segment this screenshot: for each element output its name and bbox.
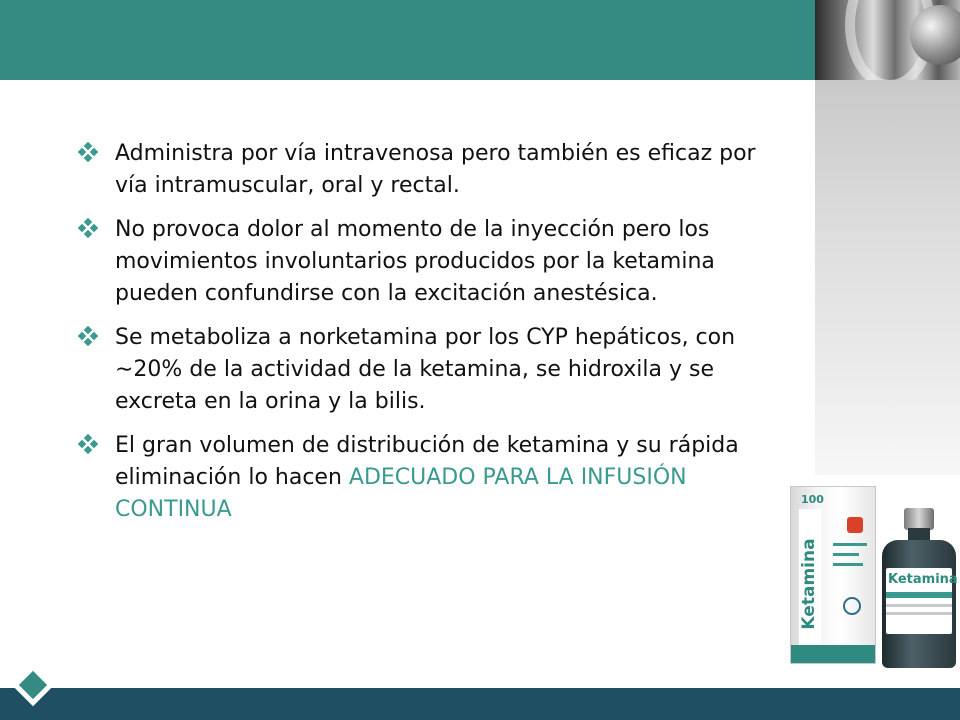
slide-content [78,138,793,538]
bullet-item-1 [78,138,793,202]
box-brand-text: Ketamina [799,538,819,630]
bullet-highlight-text: ADECUADO PARA LA INFUSIÓN CONTINUA [115,465,687,522]
side-gradient-panel [815,80,960,475]
four-diamond-bullet-icon [78,218,98,238]
four-diamond-bullet-icon [78,434,98,454]
bullet-text: No provoca dolor al momento de la inyección pero los movimientos involuntarios producidos por la ketamina pueden confundirse con la excitación anestésica. [115,217,715,306]
box-seal [843,597,861,615]
box-logo [847,517,863,533]
box-label-line [833,553,859,556]
bottle-label-line [886,604,952,607]
corner-decoration-image [815,0,960,80]
footer-band [0,688,960,720]
header-band [0,0,815,80]
bullet-item-2 [78,214,793,310]
four-diamond-bullet-icon [78,326,98,346]
box-label-line [833,563,863,566]
bullet-text: El gran volumen de distribución de ketamina y su rápida eliminación lo hacen [115,433,739,490]
bottle-label-band [886,592,952,598]
box-bottom-band [791,645,875,663]
product-image [788,478,960,683]
product-bottle [880,508,958,670]
box-number: 100 [801,493,824,506]
bullet-item-4 [78,430,793,526]
bottle-label-line [886,612,952,615]
bullet-item-3 [78,322,793,418]
bullet-text: Se metaboliza a norketamina por los CYP hepáticos, con ∼20% de la actividad de la ketamina, se hidroxila y se excreta en la orina y la bilis. [115,325,736,414]
bullet-text: Administra por vía intravenosa pero también es eficaz por vía intramuscular, oral y rectal. [115,141,756,198]
bottle-label [886,568,958,634]
bottle-cap [904,508,934,530]
box-label-line [833,543,867,546]
product-box [790,486,876,664]
four-diamond-bullet-icon [78,142,98,162]
bottle-brand-text: Ketamina [888,572,958,587]
